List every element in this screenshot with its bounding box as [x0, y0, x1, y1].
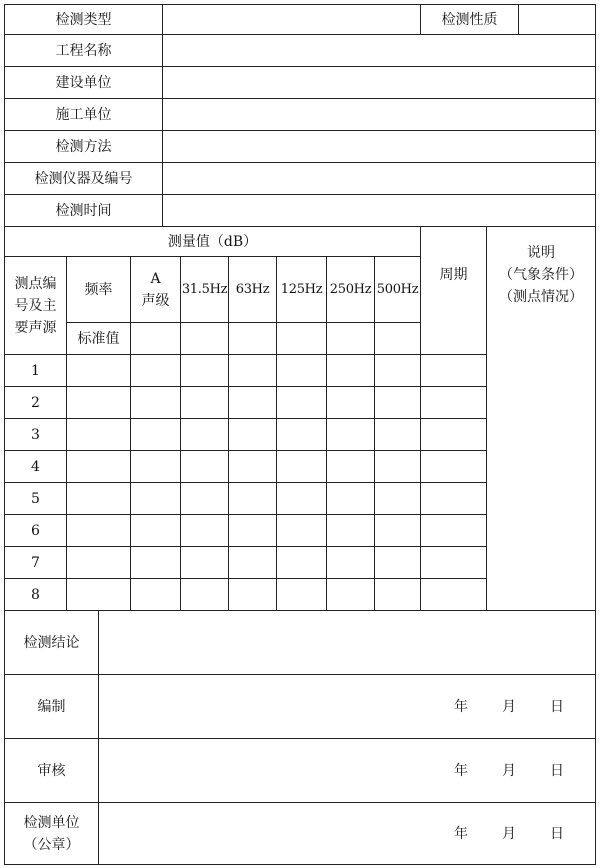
time-label: 检测时间	[55, 202, 112, 219]
date-month: 月	[502, 825, 516, 842]
date-day: 日	[550, 762, 564, 779]
date-year: 年	[454, 825, 468, 842]
period-label: 周期	[439, 266, 468, 283]
rule	[4, 354, 486, 355]
date-month: 月	[502, 762, 516, 779]
standard-value-label: 标准值	[77, 330, 120, 347]
note-header	[487, 227, 595, 322]
date-day: 日	[550, 825, 564, 842]
point-column-line: 号及主	[14, 297, 57, 314]
method-label: 检测方法	[55, 138, 112, 155]
rule	[4, 386, 486, 387]
row-number: 8	[31, 586, 40, 603]
freq-250hz: 250Hz	[329, 281, 372, 297]
compile-label: 编制	[37, 698, 66, 715]
date-day: 日	[550, 698, 564, 715]
row-number: 4	[31, 458, 40, 475]
rule	[4, 450, 486, 451]
freq-125hz: 125Hz	[280, 281, 323, 297]
note-line: （测点情况）	[499, 288, 583, 305]
rule	[4, 482, 486, 483]
rule	[4, 514, 486, 515]
row-number: 2	[31, 394, 40, 411]
unit-seal-line: （公章）	[23, 836, 80, 853]
freq-500hz: 500Hz	[376, 281, 419, 297]
construction-unit-label: 建设单位	[55, 74, 112, 91]
rule	[4, 864, 596, 865]
row-number: 7	[31, 554, 40, 571]
row-number: 3	[31, 426, 40, 443]
unit-seal-label	[5, 803, 98, 864]
date-year: 年	[454, 698, 468, 715]
a-level-line: A	[150, 270, 161, 287]
project-name-label: 工程名称	[55, 42, 112, 59]
a-level-header	[131, 257, 180, 322]
rule	[4, 578, 486, 579]
row-number: 6	[31, 522, 40, 539]
unit-seal-line: 检测单位	[23, 814, 80, 831]
inspection-nature-label: 检测性质	[441, 11, 498, 28]
inspection-type-label: 检测类型	[55, 11, 112, 28]
rule	[4, 418, 486, 419]
a-level-line: 声级	[141, 292, 170, 309]
row-number: 1	[31, 362, 40, 379]
frequency-label: 频率	[84, 281, 113, 298]
measurement-group-title: 测量值（dB）	[167, 233, 258, 250]
point-column-header	[5, 257, 66, 354]
date-month: 月	[502, 698, 516, 715]
builder-unit-label: 施工单位	[55, 106, 112, 123]
rule	[98, 610, 99, 865]
rule	[518, 4, 519, 34]
conclusion-label: 检测结论	[23, 634, 80, 651]
row-number: 5	[31, 490, 40, 507]
note-line: 说明	[527, 244, 555, 261]
date-year: 年	[454, 762, 468, 779]
note-line: （气象条件）	[499, 266, 583, 283]
point-column-line: 要声源	[14, 319, 57, 336]
point-column-line: 测点编	[14, 275, 57, 292]
rule	[595, 4, 596, 865]
rule	[4, 546, 486, 547]
instrument-label: 检测仪器及编号	[34, 170, 133, 187]
review-label: 审核	[37, 762, 66, 779]
freq-63hz: 63Hz	[235, 281, 270, 297]
rule	[162, 4, 163, 226]
freq-31-5hz: 31.5Hz	[181, 281, 228, 297]
